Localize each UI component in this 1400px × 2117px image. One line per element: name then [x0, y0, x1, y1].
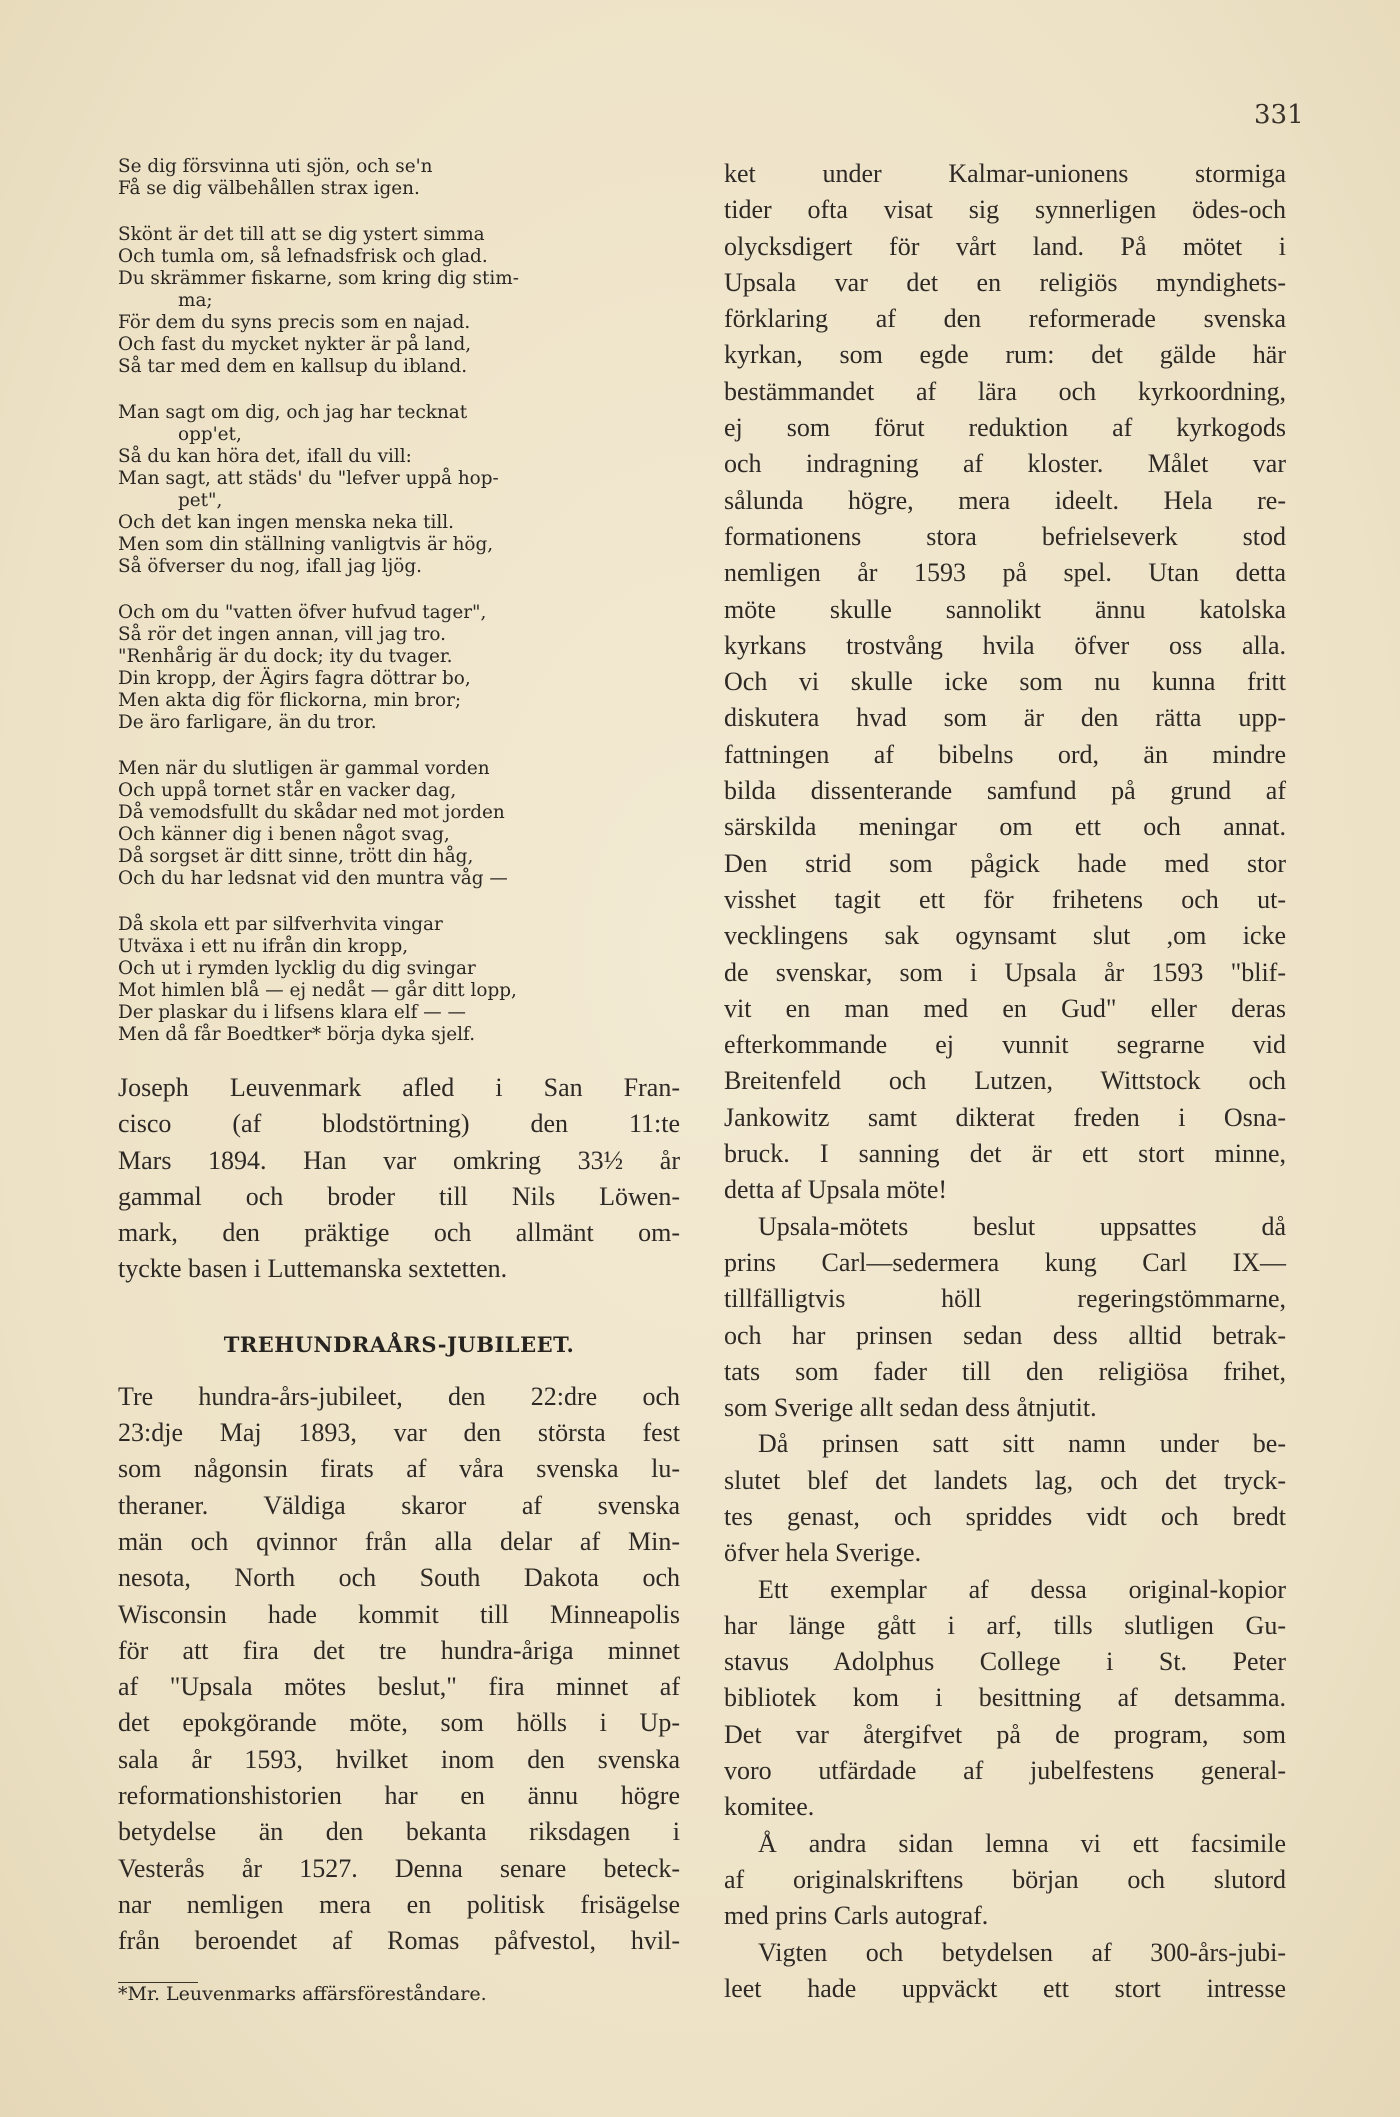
- text-line: som någonsin firats af våra svenska lu-: [118, 1454, 680, 1484]
- text-line: förklaring af den reformerade svenska: [724, 304, 1286, 334]
- text-line: särskilda meningar om ett och annat.: [724, 812, 1286, 842]
- poem-stanza: [118, 402, 680, 578]
- text-line: ket under Kalmar-unionens stormiga: [724, 159, 1286, 188]
- text-line: tider ofta visat sig synnerligen ödes-och: [724, 195, 1286, 225]
- text-line: af originalskriftens början och slutord: [724, 1864, 1286, 1894]
- poem-line: Och känner dig i benen något svag,: [118, 824, 450, 845]
- text-line: visshet tagit ett för frihetens och ut-: [724, 884, 1286, 914]
- text-line: möte skulle sannolikt ännu katolska: [724, 594, 1286, 624]
- poem-line: Och det kan ingen menska neka till.: [118, 512, 454, 533]
- text-line: har länge gått i arf, tills slutligen Gu-: [724, 1610, 1286, 1640]
- text-line: Jankowitz samt dikterat freden i Osna-: [724, 1102, 1286, 1132]
- text-line: gammal och broder till Nils Löwen-: [118, 1181, 680, 1211]
- poem-line: De äro farligare, än du tror.: [118, 712, 377, 733]
- text-line: de svenskar, som i Upsala år 1593 "blif-: [724, 957, 1286, 987]
- text-line: sålunda högre, mera ideelt. Hela re-: [724, 485, 1286, 515]
- text-line: Tre hundra-års-jubileet, den 22:dre och: [118, 1381, 680, 1411]
- text-line: ej som förut reduktion af kyrkogods: [724, 413, 1286, 443]
- poem: [118, 156, 680, 1046]
- text-line: fattningen af bibelns ord, än mindre: [724, 739, 1286, 769]
- poem-line: Du skrämmer fiskarne, som kring dig stim-: [118, 268, 519, 289]
- text-line: kyrkan, som egde rum: det gälde här: [724, 340, 1286, 370]
- text-line: Vesterås år 1527. Denna senare beteck-: [118, 1853, 680, 1883]
- right-paragraph-3: [724, 1426, 1286, 1571]
- text-line: olycksdigert för vårt land. På mötet i: [724, 231, 1286, 261]
- poem-line: Och ut i rymden lycklig du dig svingar: [118, 958, 476, 979]
- poem-line: Se dig försvinna uti sjön, och se'n: [118, 156, 433, 177]
- text-line: män och qvinnor från alla delar af Min-: [118, 1526, 680, 1556]
- poem-line: opp'et,: [178, 424, 242, 445]
- poem-line: Och fast du mycket nykter är på land,: [118, 334, 472, 355]
- text-line: detta af Upsala möte!: [724, 1175, 948, 1205]
- text-line: sala år 1593, hvilket inom den svenska: [118, 1744, 680, 1774]
- poem-line: Så rör det ingen annan, vill jag tro.: [118, 624, 446, 645]
- text-line: Det var återgifvet på de program, som: [724, 1719, 1286, 1749]
- jubilee-paragraph: [118, 1379, 680, 1960]
- left-column: [118, 156, 680, 2005]
- text-line: nemligen år 1593 på spel. Utan detta: [724, 558, 1286, 588]
- poem-line: Då sorgset är ditt sinne, trött din håg,: [118, 846, 474, 867]
- poem-line: Man sagt, att städs' du "lefver uppå hop-: [118, 468, 499, 489]
- poem-line: Man sagt om dig, och jag har tecknat: [118, 402, 468, 423]
- poem-stanza: [118, 156, 680, 200]
- right-paragraph-2: [724, 1209, 1286, 1427]
- text-line: af "Upsala mötes beslut," fira minnet af: [118, 1672, 680, 1702]
- text-line: vit en man med en Gud" eller deras: [724, 993, 1286, 1023]
- right-paragraph-1: [724, 156, 1286, 1209]
- text-line: tyckte basen i Luttemanska sextetten.: [118, 1254, 508, 1284]
- poem-line: Då vemodsfullt du skådar ned mot jorden: [118, 802, 505, 823]
- text-line: formationens stora befrielseverk stod: [724, 521, 1286, 551]
- text-line: 23:dje Maj 1893, var den största fest: [118, 1418, 680, 1448]
- poem-line: För dem du syns precis som en najad.: [118, 312, 471, 333]
- poem-line: Men när du slutligen är gammal vorden: [118, 758, 490, 779]
- section-heading: TREHUNDRAÅRS-JUBILEET.: [223, 1331, 575, 1357]
- poem-stanza: [118, 602, 680, 734]
- right-paragraph-5: [724, 1826, 1286, 1935]
- text-line: leet hade uppväckt ett stort intresse: [724, 1973, 1286, 2003]
- text-line: det epokgörande möte, som hölls i Up-: [118, 1708, 680, 1738]
- poem-line: ma;: [178, 290, 213, 311]
- poem-line: Din kropp, der Ägirs fagra döttrar bo,: [118, 668, 471, 689]
- text-line: prins Carl—sedermera kung Carl IX—: [724, 1247, 1286, 1277]
- text-line: stavus Adolphus College i St. Peter: [724, 1647, 1286, 1677]
- text-line: cisco (af blodstörtning) den 11:te: [118, 1109, 680, 1139]
- poem-stanza: [118, 914, 680, 1046]
- text-line: Och vi skulle icke som nu kunna fritt: [724, 667, 1286, 697]
- text-line: kyrkans trostvång hvila öfver oss alla.: [724, 630, 1286, 660]
- right-paragraph-4: [724, 1572, 1286, 1826]
- text-line: öfver hela Sverige.: [724, 1538, 922, 1568]
- text-line: komitee.: [724, 1792, 815, 1822]
- text-line: Mars 1894. Han var omkring 33½ år: [118, 1145, 680, 1175]
- poem-line: pet",: [178, 490, 223, 511]
- text-line: Ett exemplar af dessa original-kopior: [758, 1574, 1286, 1604]
- right-column: [724, 156, 1286, 2007]
- text-line: tes genast, och spriddes vidt och bredt: [724, 1501, 1286, 1531]
- poem-line: Få se dig välbehållen strax igen.: [118, 178, 420, 199]
- text-line: bruck. I sanning det är ett stort minne,: [724, 1139, 1286, 1169]
- text-line: Wisconsin hade kommit till Minneapolis: [118, 1599, 680, 1629]
- poem-line: Men då får Boedtker* börja dyka sjelf.: [118, 1024, 476, 1045]
- text-line: tillfälligtvis höll regeringstömmarne,: [724, 1284, 1286, 1314]
- text-line: som Sverige allt sedan dess åtnjutit.: [724, 1393, 1097, 1423]
- text-line: och indragning af kloster. Målet var: [724, 449, 1286, 479]
- poem-line: Mot himlen blå — ej nedåt — går ditt lopp,: [118, 980, 517, 1001]
- text-line: Breitenfeld och Lutzen, Wittstock och: [724, 1066, 1286, 1096]
- poem-stanza: [118, 224, 680, 378]
- poem-line: Och om du "vatten öfver hufvud tager",: [118, 602, 487, 623]
- text-line: efterkommande ej vunnit segrarne vid: [724, 1030, 1286, 1060]
- text-line: vecklingens sak ogynsamt slut ,om icke: [724, 921, 1286, 951]
- text-line: för att fira det tre hundra-åriga minnet: [118, 1635, 680, 1665]
- text-line: slutet blef det landets lag, och det tryck-: [724, 1465, 1286, 1495]
- poem-line: Der plaskar du i lifsens klara elf — —: [118, 1002, 466, 1023]
- text-line: voro utfärdade af jubelfestens general-: [724, 1756, 1286, 1786]
- right-paragraph-6: [724, 1935, 1286, 2008]
- poem-line: Och du har ledsnat vid den muntra våg —: [118, 868, 508, 889]
- text-line: Joseph Leuvenmark afled i San Fran-: [118, 1073, 680, 1102]
- text-line: mark, den präktige och allmänt om-: [118, 1218, 680, 1248]
- poem-line: "Renhårig är du dock; ity du tvager.: [118, 646, 453, 667]
- poem-line: Och tumla om, så lefnadsfrisk och glad.: [118, 246, 488, 267]
- text-line: tats som fader till den religiösa frihet,: [724, 1356, 1286, 1386]
- text-line: nesota, North och South Dakota och: [118, 1563, 680, 1593]
- text-line: nar nemligen mera en politisk frisägelse: [118, 1889, 680, 1919]
- poem-line: Så du kan höra det, ifall du vill:: [118, 446, 412, 467]
- text-line: Den strid som pågick hade med stor: [724, 848, 1286, 878]
- text-line: Å andra sidan lemna vi ett facsimile: [758, 1828, 1286, 1858]
- text-line: Upsala var det en religiös myndighets-: [724, 267, 1286, 297]
- text-line: och har prinsen sedan dess alltid betrak-: [724, 1320, 1286, 1350]
- poem-line: Så tar med dem en kallsup du ibland.: [118, 356, 468, 377]
- poem-stanza: [118, 758, 680, 890]
- obituary-paragraph: [118, 1070, 680, 1288]
- text-line: Upsala-mötets beslut uppsattes då: [758, 1211, 1286, 1241]
- text-line: från beroendet af Romas påfvestol, hvil-: [118, 1926, 680, 1956]
- poem-line: Men som din ställning vanligtvis är hög,: [118, 534, 494, 555]
- poem-line: Utväxa i ett nu ifrån din kropp,: [118, 936, 409, 957]
- text-line: theraner. Väldiga skaror af svenska: [118, 1490, 680, 1520]
- poem-line: Men akta dig för flickorna, min bror;: [118, 690, 462, 711]
- poem-line: Så öfverser du nog, ifall jag ljög.: [118, 556, 422, 577]
- text-line: bibliotek kom i besittning af detsamma.: [724, 1683, 1286, 1713]
- text-line: reformationshistorien har en ännu högre: [118, 1781, 680, 1811]
- text-line: Då prinsen satt sitt namn under be-: [758, 1429, 1286, 1459]
- poem-line: Då skola ett par silfverhvita vingar: [118, 914, 443, 935]
- poem-line: Skönt är det till att se dig ystert simma: [118, 224, 485, 245]
- poem-line: Och uppå tornet står en vacker dag,: [118, 780, 457, 801]
- text-line: betydelse än den bekanta riksdagen i: [118, 1817, 680, 1847]
- text-line: bilda dissenterande samfund på grund af: [724, 776, 1286, 806]
- page-number: 331: [1254, 100, 1304, 130]
- text-line: Vigten och betydelsen af 300-års-jubi-: [758, 1937, 1286, 1967]
- footnote: *Mr. Leuvenmarks affärsföreståndare.: [118, 1982, 487, 2005]
- text-line: med prins Carls autograf.: [724, 1901, 989, 1931]
- text-line: bestämmandet af lära och kyrkoordning,: [724, 376, 1286, 406]
- text-line: diskutera hvad som är den rätta upp-: [724, 703, 1286, 733]
